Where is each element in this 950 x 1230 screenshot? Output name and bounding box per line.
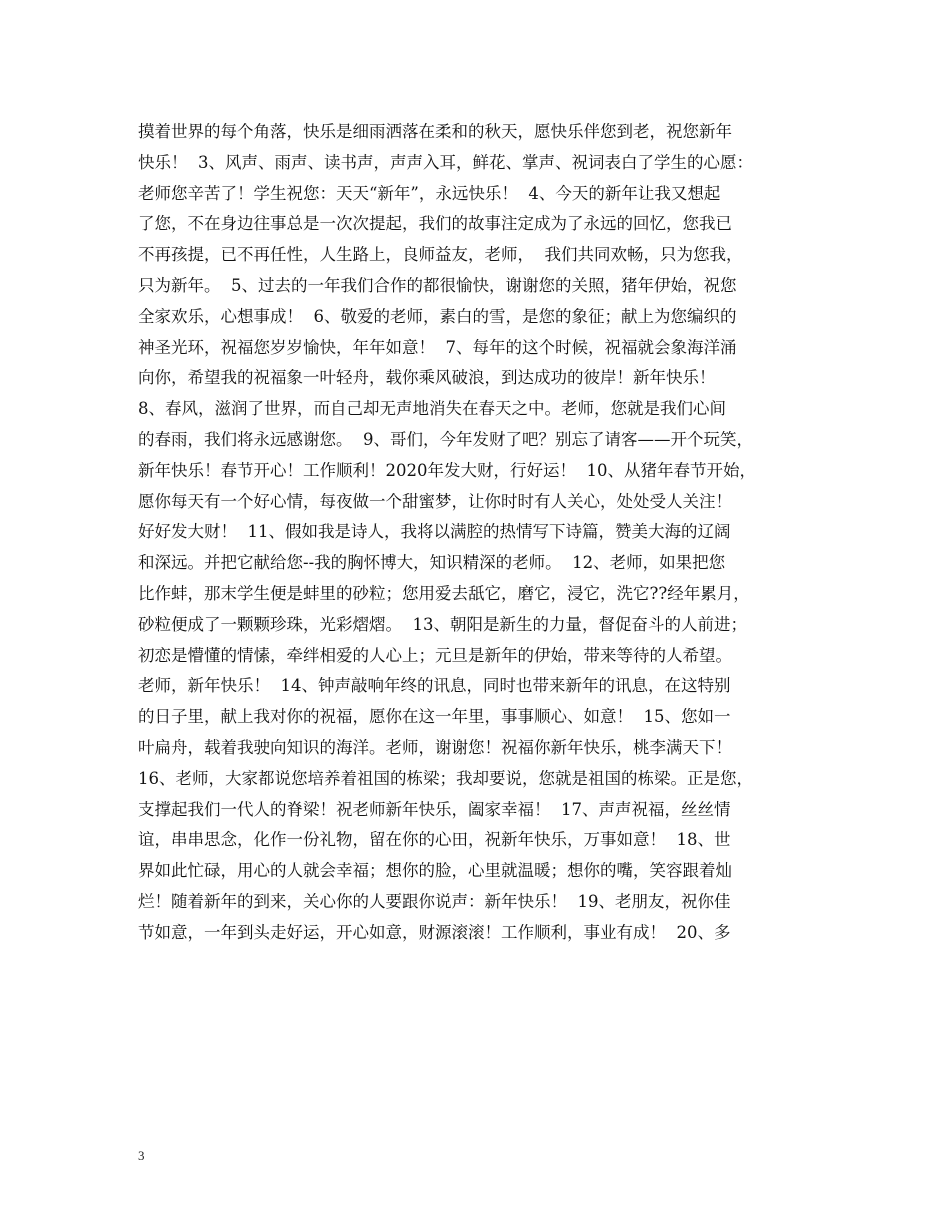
text-line: 8、春风，滋润了世界，而自己却无声地消失在春天之中。老师，您就是我们心间 — [138, 399, 726, 419]
text-line: 的日子里，献上我对你的祝福，愿你在这一年里，事事顺心、如意！ 15、您如一 — [138, 707, 731, 727]
text-line: 只为新年。 5、过去的一年我们合作的都很愉快，谢谢您的关照，猪年伊始，祝您 — [138, 275, 737, 295]
text-line: 新年快乐！春节开心！工作顺利！2020年发大财，行好运！ 10、从猪年春节开始， — [138, 460, 756, 480]
text-line: 初恋是懵懂的情愫，牵绊相爱的人心上；元旦是新年的伊始，带来等待的人希望。 — [138, 645, 732, 665]
text-line: 好好发大财！ 11、假如我是诗人，我将以满腔的热情写下诗篇，赞美大海的辽阔 — [138, 522, 731, 542]
text-line: 支撑起我们一代人的脊梁！祝老师新年快乐，阖家幸福！ 17、声声祝福，丝丝情 — [138, 799, 731, 819]
text-line: 界如此忙碌，用心的人就会幸福；想你的脸，心里就温暖；想你的嘴，笑容跟着灿 — [138, 861, 732, 881]
text-line: 节如意，一年到头走好运，开心如意，财源滚滚！工作顺利，事业有成！ 20、多 — [138, 922, 731, 942]
text-line: 烂！随着新年的到来，关心你的人要跟你说声：新年快乐！ 19、老朋友，祝你佳 — [138, 891, 731, 911]
text-line: 神圣光环，祝福您岁岁愉快，年年如意！ 7、每年的这个时候，祝福就会象海洋涌 — [138, 337, 737, 357]
text-line: 老师，新年快乐！ 14、钟声敲响年终的讯息，同时也带来新年的讯息，在这特别 — [138, 676, 731, 696]
text-line: 叶扁舟，载着我驶向知识的海洋。老师，谢谢您！祝福你新年快乐，桃李满天下！ — [138, 737, 732, 757]
text-line: 全家欢乐，心想事成！ 6、敬爱的老师，素白的雪，是您的象征；献上为您编织的 — [138, 306, 737, 326]
page-number: 3 — [138, 1148, 145, 1163]
text-line: 16、老师，大家都说您培养着祖国的栋梁；我却要说，您就是祖国的栋梁。正是您， — [138, 768, 753, 788]
text-line: 谊，串串思念，化作一份礼物，留在你的心田，祝新年快乐，万事如意！ 18、世 — [138, 830, 731, 850]
text-line: 快乐！ 3、风声、雨声、读书声，声声入耳，鲜花、掌声、祝词表白了学生的心愿： — [138, 152, 753, 172]
text-line: 的春雨，我们将永远感谢您。 9、哥们，今年发财了吧？别忘了请客——开个玩笑， — [138, 429, 753, 449]
text-line: 愿你每天有一个好心情，每夜做一个甜蜜梦，让你时时有人关心，处处受人关注！ — [138, 491, 732, 511]
text-line: 老师您辛苦了！学生祝您：天天“新年”，永远快乐！ 4、今天的新年让我又想起 — [138, 183, 721, 203]
text-line: 向你，希望我的祝福象一叶轻舟，载你乘风破浪，到达成功的彼岸！新年快乐！ — [138, 368, 716, 388]
text-line: 不再孩提，已不再任性，人生路上，良师益友，老师， 我们共同欢畅，只为您我， — [138, 245, 743, 265]
text-line: 了您，不在身边往事总是一次次提起，我们的故事注定成为了永远的回忆，您我已 — [138, 214, 732, 234]
text-line: 摸着世界的每个角落，快乐是细雨洒落在柔和的秋天，愿快乐伴您到老，祝您新年 — [138, 122, 732, 141]
body-text — [138, 117, 838, 949]
text-line: 和深远。并把它献给您--我的胸怀博大，知识精深的老师。 12、老师，如果把您 — [138, 553, 726, 573]
text-line: 比作蚌，那末学生便是蚌里的砂粒；您用爱去舐它，磨它，浸它，洗它??经年累月， — [138, 583, 750, 603]
text-line: 砂粒便成了一颗颗珍珠，光彩熠熠。 13、朝阳是新生的力量，督促奋斗的人前进； — [138, 614, 747, 634]
